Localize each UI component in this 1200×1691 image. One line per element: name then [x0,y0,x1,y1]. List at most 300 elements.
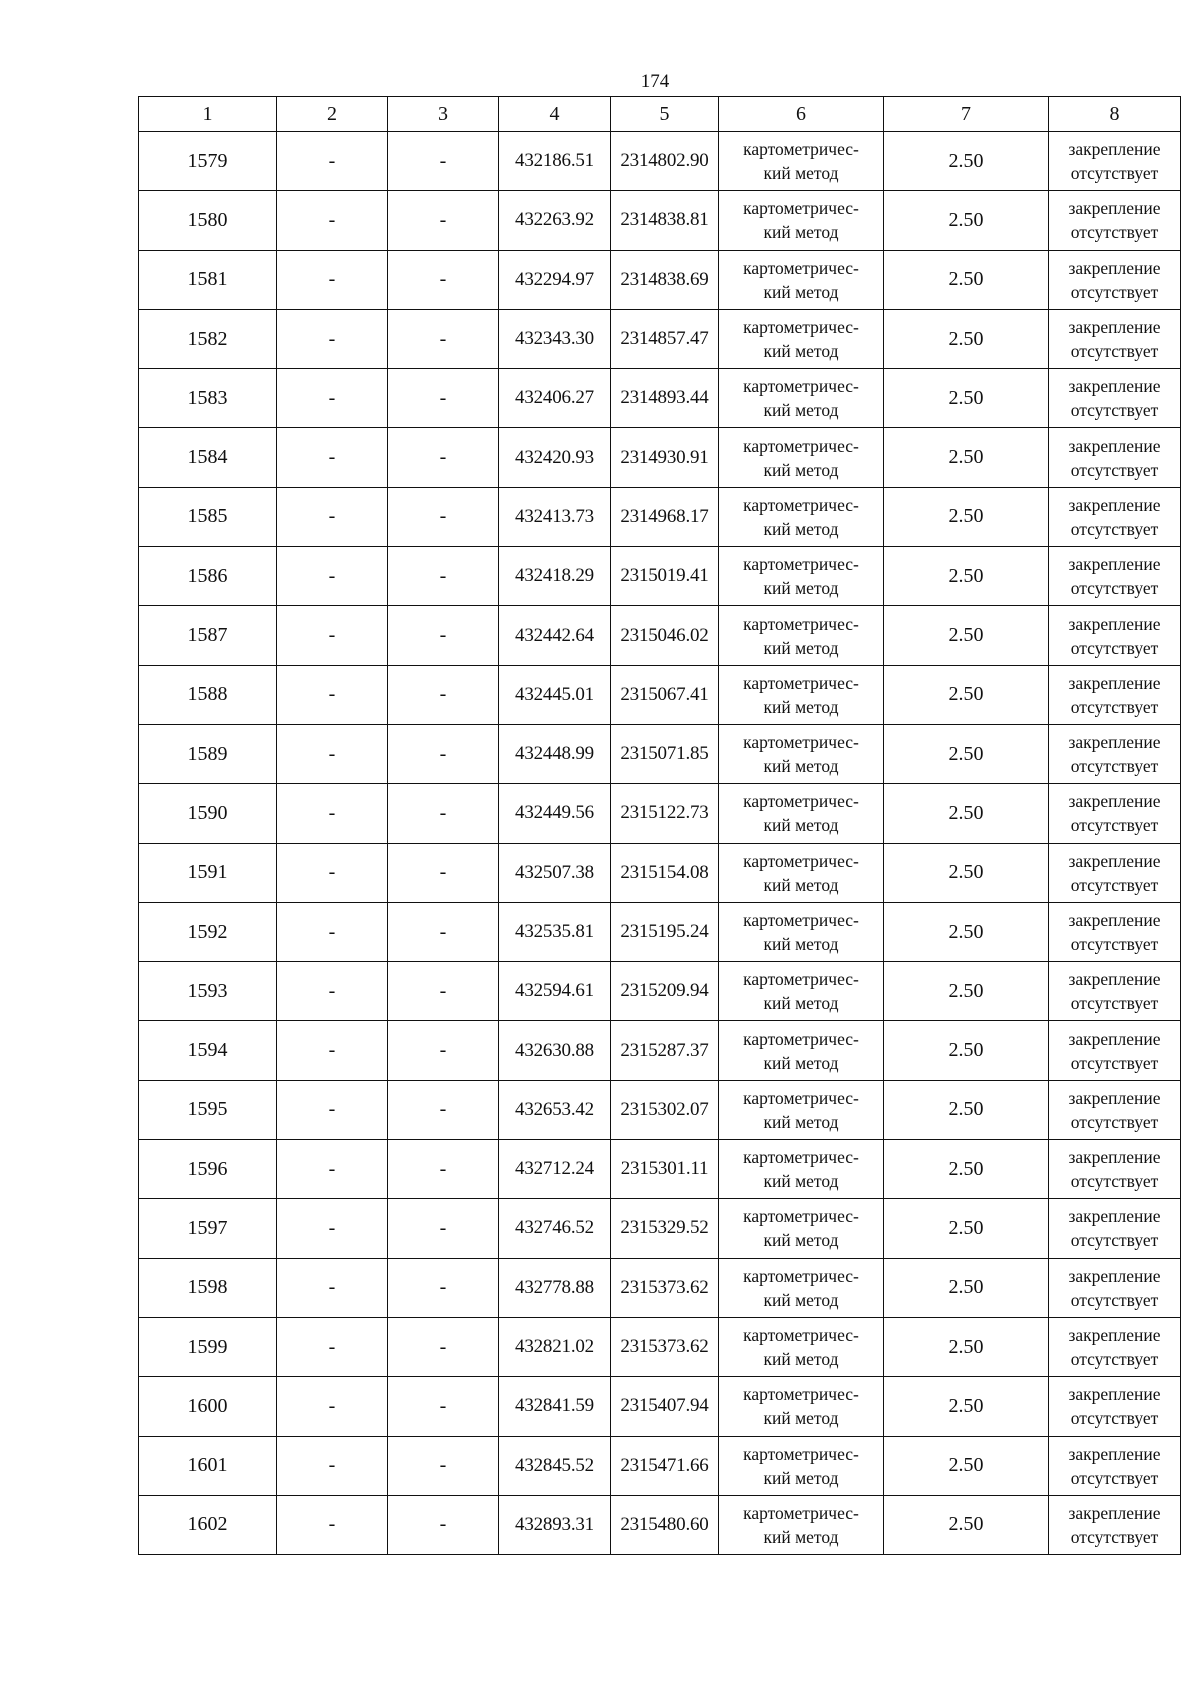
table-row [139,487,1181,546]
method-line-2: кий метод [763,518,839,539]
fixation-line-2: отсутствует [1070,1408,1159,1429]
coordinate-y: 2314893.44 [611,369,719,428]
accuracy-value: 2.50 [884,1317,1049,1376]
fixation-line-2: отсутствует [1070,578,1159,599]
fixation-line-1: закрепление [1068,435,1161,456]
accuracy-value: 2.50 [884,902,1049,961]
method-line-1: картометричес- [743,910,859,930]
method-line-1: картометричес- [743,791,859,812]
method-line-2: кий метод [763,281,839,302]
fixation-line-2: отсутствует [1070,993,1159,1014]
col3-value: - [388,132,499,191]
fixation-line-1: закрепление [1068,1325,1161,1346]
fixation-cell [1049,1080,1181,1139]
fixation-line-2: отсутствует [1070,934,1159,954]
col3-value: - [388,1495,499,1554]
table-row [139,1317,1181,1376]
column-header-4: 4 [499,97,611,132]
fixation-cell [1049,1436,1181,1495]
column-header-1: 1 [139,97,277,132]
fixation-line-2: отсутствует [1070,400,1159,421]
fixation-line-2: отсутствует [1070,163,1159,184]
accuracy-value: 2.50 [884,250,1049,309]
method-cell [719,1495,884,1554]
accuracy-value: 2.50 [884,1258,1049,1317]
table-header [139,97,1181,132]
coordinate-y: 2315287.37 [611,1021,719,1080]
method-line-1: картометричес- [743,139,859,160]
method-cell [719,1199,884,1258]
method-cell [719,487,884,546]
col2-value: - [277,547,388,606]
col3-value: - [388,1140,499,1199]
fixation-cell [1049,1495,1181,1554]
fixation-cell [1049,665,1181,724]
coordinate-y: 2315209.94 [611,962,719,1021]
method-line-1: картометричес- [743,435,859,456]
fixation-cell [1049,1021,1181,1080]
accuracy-value: 2.50 [884,784,1049,843]
point-number: 1599 [139,1317,277,1376]
col3-value: - [388,1258,499,1317]
fixation-line-1: закрепление [1068,198,1161,219]
fixation-line-1: закрепление [1068,672,1161,693]
method-line-1: картометричес- [743,1265,859,1286]
fixation-line-1: закрепление [1068,1443,1161,1464]
col2-value: - [277,1317,388,1376]
coordinate-y: 2315122.73 [611,784,719,843]
col2-value: - [277,132,388,191]
method-line-2: кий метод [763,578,839,599]
coordinate-y: 2315067.41 [611,665,719,724]
coordinate-x: 432263.92 [499,191,611,250]
table-row [139,1080,1181,1139]
table-row [139,962,1181,1021]
point-number: 1595 [139,1080,277,1139]
fixation-line-1: закрепление [1068,1502,1161,1523]
column-header-2: 2 [277,97,388,132]
method-cell [719,1317,884,1376]
coordinate-y: 2315373.62 [611,1258,719,1317]
col3-value: - [388,902,499,961]
coordinate-x: 432445.01 [499,665,611,724]
accuracy-value: 2.50 [884,1436,1049,1495]
table-row [139,369,1181,428]
col3-value: - [388,606,499,665]
col2-value: - [277,250,388,309]
col2-value: - [277,1436,388,1495]
coordinate-x: 432535.81 [499,902,611,961]
method-line-2: кий метод [763,1111,839,1132]
coordinate-y: 2315195.24 [611,902,719,961]
fixation-line-1: закрепление [1068,1028,1161,1049]
coordinate-x: 432186.51 [499,132,611,191]
method-line-1: картометричес- [743,554,859,575]
method-line-1: картометричес- [743,1147,859,1168]
fixation-line-1: закрепление [1068,1206,1161,1227]
col3-value: - [388,1021,499,1080]
coordinate-x: 432821.02 [499,1317,611,1376]
method-cell [719,1021,884,1080]
method-line-2: кий метод [763,1526,839,1547]
fixation-line-2: отсутствует [1070,1052,1159,1073]
table-row [139,1140,1181,1199]
table-row [139,250,1181,309]
coordinate-y: 2315373.62 [611,1317,719,1376]
fixation-line-2: отсутствует [1070,1171,1159,1192]
coordinate-x: 432449.56 [499,784,611,843]
col2-value: - [277,784,388,843]
col3-value: - [388,1080,499,1139]
fixation-line-2: отсутствует [1070,281,1159,302]
method-cell [719,843,884,902]
fixation-line-2: отсутствует [1070,696,1159,717]
point-number: 1581 [139,250,277,309]
accuracy-value: 2.50 [884,1495,1049,1554]
col3-value: - [388,843,499,902]
col2-value: - [277,1495,388,1554]
accuracy-value: 2.50 [884,665,1049,724]
point-number: 1583 [139,369,277,428]
point-number: 1598 [139,1258,277,1317]
method-line-1: картометричес- [743,850,859,871]
col2-value: - [277,309,388,368]
fixation-line-1: закрепление [1068,317,1161,338]
point-number: 1580 [139,191,277,250]
coordinate-y: 2315471.66 [611,1436,719,1495]
table-row [139,1258,1181,1317]
method-line-2: кий метод [763,696,839,717]
col2-value: - [277,1021,388,1080]
col3-value: - [388,1436,499,1495]
coordinate-y: 2314802.90 [611,132,719,191]
method-line-2: кий метод [763,874,839,895]
coordinate-x: 432406.27 [499,369,611,428]
method-line-1: картометричес- [743,1384,859,1405]
coordinate-x: 432418.29 [499,547,611,606]
col3-value: - [388,784,499,843]
fixation-line-1: закрепление [1068,732,1161,753]
point-number: 1600 [139,1377,277,1436]
accuracy-value: 2.50 [884,724,1049,783]
coordinate-x: 432778.88 [499,1258,611,1317]
method-line-2: кий метод [763,400,839,421]
method-line-2: кий метод [763,1408,839,1429]
coordinate-y: 2315407.94 [611,1377,719,1436]
fixation-line-1: закрепление [1068,850,1161,871]
point-number: 1602 [139,1495,277,1554]
method-line-1: картометричес- [743,257,859,278]
method-line-2: кий метод [763,815,839,836]
method-cell [719,1080,884,1139]
col2-value: - [277,902,388,961]
method-cell [719,724,884,783]
fixation-cell [1049,369,1181,428]
coordinate-x: 432442.64 [499,606,611,665]
accuracy-value: 2.50 [884,309,1049,368]
fixation-line-2: отсутствует [1070,874,1159,895]
accuracy-value: 2.50 [884,1021,1049,1080]
coordinate-y: 2315046.02 [611,606,719,665]
fixation-line-2: отсутствует [1070,1467,1159,1488]
coordinate-y: 2315019.41 [611,547,719,606]
col3-value: - [388,1377,499,1436]
fixation-cell [1049,1258,1181,1317]
col2-value: - [277,487,388,546]
point-number: 1588 [139,665,277,724]
fixation-line-1: закрепление [1068,613,1161,634]
method-line-2: кий метод [763,222,839,243]
col3-value: - [388,369,499,428]
column-header-7: 7 [884,97,1049,132]
point-number: 1593 [139,962,277,1021]
fixation-line-1: закрепление [1068,494,1161,515]
coordinate-x: 432712.24 [499,1140,611,1199]
point-number: 1597 [139,1199,277,1258]
coordinate-y: 2315480.60 [611,1495,719,1554]
fixation-cell [1049,547,1181,606]
fixation-line-1: закрепление [1068,969,1161,990]
coordinates-table [138,96,1181,1555]
point-number: 1584 [139,428,277,487]
col2-value: - [277,191,388,250]
coordinate-y: 2314968.17 [611,487,719,546]
accuracy-value: 2.50 [884,962,1049,1021]
accuracy-value: 2.50 [884,428,1049,487]
point-number: 1601 [139,1436,277,1495]
col2-value: - [277,843,388,902]
method-line-1: картометричес- [743,1502,859,1523]
method-line-1: картометричес- [743,317,859,338]
accuracy-value: 2.50 [884,369,1049,428]
accuracy-value: 2.50 [884,843,1049,902]
fixation-cell [1049,1199,1181,1258]
table-row [139,309,1181,368]
coordinate-x: 432507.38 [499,843,611,902]
method-line-1: картометричес- [743,1087,859,1108]
col3-value: - [388,547,499,606]
method-line-2: кий метод [763,637,839,658]
coordinate-x: 432893.31 [499,1495,611,1554]
method-cell [719,250,884,309]
table-row [139,1436,1181,1495]
method-line-1: картометричес- [743,494,859,515]
col2-value: - [277,1377,388,1436]
header-row [139,97,1181,132]
fixation-cell [1049,784,1181,843]
table-row [139,843,1181,902]
fixation-line-1: закрепление [1068,791,1161,812]
coordinate-x: 432630.88 [499,1021,611,1080]
accuracy-value: 2.50 [884,191,1049,250]
table-row [139,724,1181,783]
method-line-1: картометричес- [743,613,859,634]
table-row [139,428,1181,487]
fixation-line-2: отсутствует [1070,756,1159,777]
table-row [139,1199,1181,1258]
table-row [139,665,1181,724]
coordinate-y: 2315302.07 [611,1080,719,1139]
col2-value: - [277,962,388,1021]
column-header-3: 3 [388,97,499,132]
point-number: 1582 [139,309,277,368]
method-line-2: кий метод [763,1230,839,1251]
point-number: 1592 [139,902,277,961]
col2-value: - [277,724,388,783]
column-header-6: 6 [719,97,884,132]
method-line-2: кий метод [763,459,839,480]
method-line-1: картометричес- [743,672,859,693]
table-row [139,1377,1181,1436]
method-line-2: кий метод [763,1052,839,1073]
method-line-2: кий метод [763,756,839,777]
fixation-line-2: отсутствует [1070,1349,1159,1370]
fixation-cell [1049,250,1181,309]
method-line-2: кий метод [763,993,839,1014]
col3-value: - [388,487,499,546]
fixation-line-1: закрепление [1068,1384,1161,1405]
method-line-1: картометричес- [743,1325,859,1346]
fixation-line-1: закрепление [1068,1147,1161,1168]
fixation-line-2: отсутствует [1070,1111,1159,1132]
point-number: 1596 [139,1140,277,1199]
col3-value: - [388,724,499,783]
fixation-line-1: закрепление [1068,554,1161,575]
method-cell [719,606,884,665]
col3-value: - [388,191,499,250]
coordinate-y: 2315071.85 [611,724,719,783]
coordinate-x: 432841.59 [499,1377,611,1436]
col3-value: - [388,309,499,368]
fixation-line-1: закрепление [1068,376,1161,397]
col3-value: - [388,1199,499,1258]
fixation-cell [1049,191,1181,250]
method-line-1: картометричес- [743,1028,859,1049]
fixation-line-2: отсутствует [1070,1526,1159,1547]
method-cell [719,665,884,724]
fixation-line-2: отсутствует [1070,815,1159,836]
method-cell [719,369,884,428]
fixation-cell [1049,309,1181,368]
method-line-2: кий метод [763,934,839,954]
fixation-line-2: отсутствует [1070,1289,1159,1310]
coordinate-x: 432746.52 [499,1199,611,1258]
col3-value: - [388,428,499,487]
method-cell [719,132,884,191]
coordinate-y: 2314838.81 [611,191,719,250]
fixation-cell [1049,962,1181,1021]
table-row [139,902,1181,961]
coordinate-x: 432448.99 [499,724,611,783]
point-number: 1586 [139,547,277,606]
coordinate-x: 432594.61 [499,962,611,1021]
fixation-line-2: отсутствует [1070,637,1159,658]
col2-value: - [277,1258,388,1317]
coordinate-x: 432845.52 [499,1436,611,1495]
method-line-1: картометричес- [743,1206,859,1227]
col3-value: - [388,250,499,309]
method-line-2: кий метод [763,163,839,184]
accuracy-value: 2.50 [884,1377,1049,1436]
table-row [139,547,1181,606]
col2-value: - [277,1140,388,1199]
point-number: 1587 [139,606,277,665]
method-cell [719,902,884,961]
method-cell [719,428,884,487]
method-line-2: кий метод [763,1289,839,1310]
accuracy-value: 2.50 [884,1199,1049,1258]
fixation-line-1: закрепление [1068,257,1161,278]
method-cell [719,547,884,606]
accuracy-value: 2.50 [884,1140,1049,1199]
point-number: 1594 [139,1021,277,1080]
fixation-cell [1049,1317,1181,1376]
coordinate-y: 2314838.69 [611,250,719,309]
fixation-line-2: отсутствует [1070,459,1159,480]
table-body [139,132,1181,1555]
accuracy-value: 2.50 [884,1080,1049,1139]
point-number: 1585 [139,487,277,546]
fixation-line-2: отсутствует [1070,1230,1159,1251]
col2-value: - [277,1080,388,1139]
fixation-cell [1049,132,1181,191]
coordinate-y: 2314930.91 [611,428,719,487]
method-line-1: картометричес- [743,376,859,397]
col2-value: - [277,1199,388,1258]
page-number: 174 [640,71,670,92]
fixation-line-1: закрепление [1068,1087,1161,1108]
coordinate-x: 432343.30 [499,309,611,368]
table-row [139,784,1181,843]
accuracy-value: 2.50 [884,132,1049,191]
accuracy-value: 2.50 [884,547,1049,606]
accuracy-value: 2.50 [884,606,1049,665]
column-header-5: 5 [611,97,719,132]
method-line-1: картометричес- [743,732,859,753]
fixation-cell [1049,487,1181,546]
column-header-8: 8 [1049,97,1181,132]
fixation-cell [1049,606,1181,665]
fixation-line-2: отсутствует [1070,222,1159,243]
table-row [139,132,1181,191]
method-cell [719,309,884,368]
coordinate-y: 2315301.11 [611,1140,719,1199]
fixation-cell [1049,724,1181,783]
col3-value: - [388,1317,499,1376]
method-cell [719,784,884,843]
fixation-line-2: отсутствует [1070,341,1159,362]
col2-value: - [277,665,388,724]
coordinate-y: 2315329.52 [611,1199,719,1258]
col2-value: - [277,369,388,428]
method-line-1: картометричес- [743,1443,859,1464]
method-line-2: кий метод [763,1467,839,1488]
method-cell [719,1377,884,1436]
point-number: 1589 [139,724,277,783]
method-cell [719,1258,884,1317]
coordinate-x: 432420.93 [499,428,611,487]
point-number: 1590 [139,784,277,843]
col2-value: - [277,428,388,487]
fixation-cell [1049,1377,1181,1436]
method-line-2: кий метод [763,1171,839,1192]
method-line-2: кий метод [763,1349,839,1370]
coordinate-x: 432294.97 [499,250,611,309]
fixation-cell [1049,902,1181,961]
method-cell [719,962,884,1021]
table-row [139,1495,1181,1554]
method-cell [719,1140,884,1199]
